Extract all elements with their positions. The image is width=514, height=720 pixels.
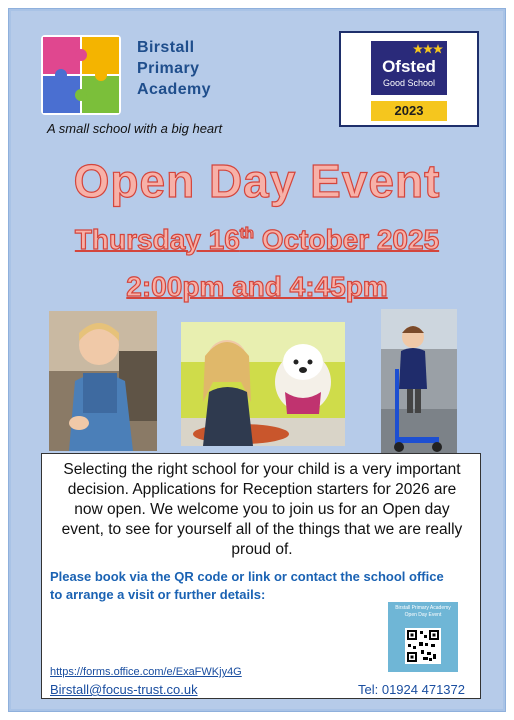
photo-child-with-dog xyxy=(181,322,345,446)
photo-child-on-scooter xyxy=(381,309,457,455)
school-name-line-3: Academy xyxy=(137,81,211,98)
school-name-line-2: Primary xyxy=(137,60,200,77)
ofsted-rating: Good School xyxy=(382,78,436,88)
contact-email-link[interactable]: Birstall@focus-trust.co.uk xyxy=(50,682,198,697)
photo-child-painting xyxy=(49,311,157,451)
ofsted-year: 2023 xyxy=(371,101,447,121)
qr-card[interactable] xyxy=(388,602,458,672)
school-logo-puzzle-icon xyxy=(39,33,123,117)
school-name xyxy=(137,37,277,100)
booking-instructions: Please book via the QR code or link or contact the school office to arrange a visit or further details: xyxy=(50,569,444,602)
school-tagline: A small school with a big heart xyxy=(47,121,223,136)
event-date-suffix: th xyxy=(239,225,254,242)
intro-paragraph: Selecting the right school for your child is a very important decision. Applications for Reception starters for 2026 are now open. We welcome you to join us for an Open day event, to see for yourself all of the things that we are really proud of. xyxy=(61,461,463,558)
qr-title: Birstall Primary Academy Open Day Event xyxy=(395,605,451,618)
event-time: 2:00pm and 4:45pm xyxy=(126,271,388,302)
info-box xyxy=(41,453,481,699)
contact-telephone: Tel: 01924 471372 xyxy=(358,682,465,697)
ofsted-name: Ofsted xyxy=(382,57,436,76)
booking-form-link[interactable]: https://forms.office.com/e/ExaFWKjy4G xyxy=(50,666,242,678)
school-name-line-1: Birstall xyxy=(137,39,195,56)
poster xyxy=(8,8,506,712)
ofsted-badge xyxy=(339,31,479,127)
qr-code-icon[interactable] xyxy=(405,628,441,664)
event-date-prefix: Thursday 16 xyxy=(74,224,240,255)
event-date xyxy=(9,224,505,256)
ofsted-stars-icon xyxy=(413,43,443,57)
event-title: Open Day Event xyxy=(73,155,441,207)
ofsted-logo xyxy=(371,41,447,95)
event-date-rest: October 2025 xyxy=(253,224,440,255)
